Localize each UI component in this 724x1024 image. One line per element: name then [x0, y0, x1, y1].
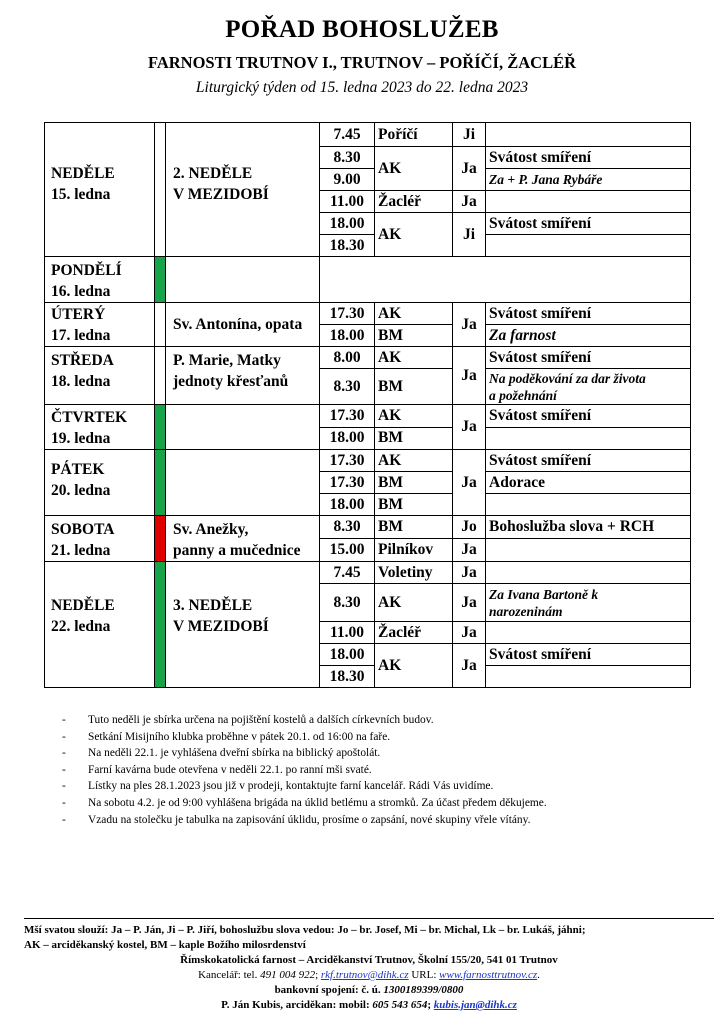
- place-cell: AK: [375, 644, 453, 688]
- time-cell: 18.00: [320, 644, 375, 666]
- feast-cell: [166, 257, 320, 303]
- feast-cell: 2. NEDĚLE V MEZIDOBÍ: [166, 123, 320, 257]
- liturgical-color-strip: [155, 405, 166, 450]
- table-row: [45, 123, 691, 147]
- liturgical-color-strip: [155, 562, 166, 688]
- day-cell: SOBOTA 21. ledna: [45, 516, 155, 562]
- intention-cell: Svátost smíření: [486, 644, 691, 666]
- day-cell: NEDĚLE 15. ledna: [45, 123, 155, 257]
- table-row: [45, 516, 691, 539]
- intention-cell: Svátost smíření: [486, 213, 691, 235]
- time-cell: 15.00: [320, 539, 375, 562]
- place-cell: AK: [375, 584, 453, 622]
- time-cell: 18.30: [320, 666, 375, 688]
- time-cell: 18.00: [320, 213, 375, 235]
- place-cell: AK: [375, 450, 453, 472]
- time-cell: 8.30: [320, 147, 375, 169]
- footer-legend-2: AK – arciděkanský kostel, BM – kaple Božího milosrdenství: [24, 939, 306, 951]
- empty-cell: [320, 257, 691, 303]
- time-cell: 11.00: [320, 622, 375, 644]
- day-cell: NEDĚLE 22. ledna: [45, 562, 155, 688]
- list-item: - Lístky na ples 28.1.2023 jsou již v prodeji, kontaktujte farní kancelář. Rádi Vás uvidíme.: [62, 778, 547, 795]
- place-cell: AK: [375, 347, 453, 369]
- place-cell: AK: [375, 213, 453, 257]
- liturgical-color-strip: [155, 257, 166, 303]
- priest-cell: Ja: [453, 539, 486, 562]
- footer-address: Římskokatolická farnost – Arciděkanství Trutnov, Školní 155/20, 541 01 Trutnov: [180, 954, 558, 966]
- list-item: - Setkání Misijního klubka proběhne v pátek 20.1. od 16:00 na faře.: [62, 729, 547, 746]
- intention-cell: [486, 494, 691, 516]
- intention-cell: [486, 235, 691, 257]
- place-cell: AK: [375, 147, 453, 191]
- announcements-list: [62, 712, 547, 828]
- priest-cell: Ja: [453, 450, 486, 516]
- intention-cell: [486, 427, 691, 450]
- priest-cell: Ja: [453, 347, 486, 405]
- place-cell: BM: [375, 472, 453, 494]
- place-cell: BM: [375, 325, 453, 347]
- day-cell: PÁTEK 20. ledna: [45, 450, 155, 516]
- place-cell: BM: [375, 427, 453, 450]
- priest-email-link[interactable]: kubis.jan@dihk.cz: [433, 999, 517, 1011]
- intention-cell: Svátost smíření: [486, 405, 691, 428]
- time-cell: 18.00: [320, 427, 375, 450]
- priest-cell: Ja: [453, 147, 486, 191]
- list-item: - Tuto neděli je sbírka určena na pojištění kostelů a dalších církevních budov.: [62, 712, 547, 729]
- intention-cell: [486, 666, 691, 688]
- time-cell: 7.45: [320, 123, 375, 147]
- intention-cell: Svátost smíření: [486, 303, 691, 325]
- place-cell: BM: [375, 369, 453, 405]
- liturgical-color-strip: [155, 516, 166, 562]
- list-item: - Na sobotu 4.2. je od 9:00 vyhlášena brigáda na úklid betlému a stromků. Za účast předem děkujeme.: [62, 795, 547, 812]
- place-cell: Žacléř: [375, 622, 453, 644]
- priest-cell: Ja: [453, 562, 486, 584]
- feast-cell: Sv. Anežky, panny a mučednice: [166, 516, 320, 562]
- website-link[interactable]: www.farnosttrutnov.cz: [439, 969, 538, 981]
- table-row: [45, 450, 691, 472]
- place-cell: BM: [375, 494, 453, 516]
- time-cell: 7.45: [320, 562, 375, 584]
- week-range: Liturgický týden od 15. ledna 2023 do 22. ledna 2023: [195, 79, 529, 96]
- day-cell: ČTVRTEK 19. ledna: [45, 405, 155, 450]
- time-cell: 17.30: [320, 450, 375, 472]
- intention-cell: Na poděkování za dar života a požehnání: [486, 369, 691, 405]
- time-cell: 17.30: [320, 472, 375, 494]
- email-link[interactable]: rkf.trutnov@dihk.cz: [320, 969, 409, 981]
- intention-cell: [486, 123, 691, 147]
- time-cell: 11.00: [320, 191, 375, 213]
- liturgical-color-strip: [155, 450, 166, 516]
- feast-cell: [166, 450, 320, 516]
- intention-cell: [486, 191, 691, 213]
- time-cell: 18.30: [320, 235, 375, 257]
- time-cell: 8.30: [320, 584, 375, 622]
- phone: 491 004 922: [260, 969, 316, 981]
- priest-cell: Ja: [453, 584, 486, 622]
- priest-cell: Ja: [453, 644, 486, 688]
- parish-subtitle: FARNOSTI TRUTNOV I., TRUTNOV – POŘÍČÍ, ŽACLÉŘ: [147, 53, 576, 72]
- time-cell: 17.30: [320, 303, 375, 325]
- intention-cell: Svátost smíření: [486, 450, 691, 472]
- feast-cell: P. Marie, Matky jednoty křesťanů: [166, 347, 320, 405]
- table-row: [45, 257, 691, 303]
- time-cell: 8.30: [320, 516, 375, 539]
- table-row: [45, 405, 691, 428]
- place-cell: AK: [375, 303, 453, 325]
- priest-cell: Ja: [453, 303, 486, 347]
- time-cell: 8.30: [320, 369, 375, 405]
- day-cell: STŘEDA 18. ledna: [45, 347, 155, 405]
- intention-cell: Adorace: [486, 472, 691, 494]
- liturgical-color-strip: [155, 303, 166, 347]
- footer-priest: P. Ján Kubis, arciděkan: mobil: 605 543 654; kubis.jan@dihk.cz: [221, 999, 517, 1011]
- time-cell: 18.00: [320, 494, 375, 516]
- table-row: [45, 562, 691, 584]
- priest-cell: Ji: [453, 213, 486, 257]
- time-cell: 9.00: [320, 169, 375, 191]
- page-title: POŘAD BOHOSLUŽEB: [225, 16, 499, 43]
- intention-cell: [486, 622, 691, 644]
- priest-cell: Ja: [453, 191, 486, 213]
- intention-cell: [486, 562, 691, 584]
- priest-cell: Ji: [453, 123, 486, 147]
- list-item: - Vzadu na stolečku je tabulka na zapisování úklidu, prosíme o zapsání, nové skupiny vřele vítány.: [62, 812, 547, 829]
- list-item: - Farní kavárna bude otevřena v neděli 22.1. po ranní mši svaté.: [62, 762, 547, 779]
- place-cell: Pilníkov: [375, 539, 453, 562]
- feast-cell: Sv. Antonína, opata: [166, 303, 320, 347]
- footer-divider: [24, 918, 714, 919]
- intention-cell: Za farnost: [486, 325, 691, 347]
- liturgical-color-strip: [155, 123, 166, 257]
- list-item: - Na neděli 22.1. je vyhlášena dveřní sbírka na biblický apoštolát.: [62, 745, 547, 762]
- intention-cell: Bohoslužba slova + RCH: [486, 516, 691, 539]
- intention-cell: Svátost smíření: [486, 347, 691, 369]
- time-cell: 17.30: [320, 405, 375, 428]
- footer-bank: bankovní spojení: č. ú. 1300189399/0800: [274, 984, 464, 996]
- footer-contacts: Kancelář: tel. 491 004 922; rkf.trutnov@dihk.cz URL: www.farnosttrutnov.cz.: [198, 969, 540, 981]
- priest-cell: Ja: [453, 405, 486, 450]
- place-cell: Žacléř: [375, 191, 453, 213]
- intention-cell: [486, 539, 691, 562]
- place-cell: AK: [375, 405, 453, 428]
- intention-cell: Svátost smíření: [486, 147, 691, 169]
- liturgical-color-strip: [155, 347, 166, 405]
- day-cell: ÚTERÝ 17. ledna: [45, 303, 155, 347]
- time-cell: 8.00: [320, 347, 375, 369]
- priest-cell: Ja: [453, 622, 486, 644]
- feast-cell: 3. NEDĚLE V MEZIDOBÍ: [166, 562, 320, 688]
- intention-cell: Za Ivana Bartoně k narozeninám: [486, 584, 691, 622]
- time-cell: 18.00: [320, 325, 375, 347]
- footer-legend-1: Mší svatou slouží: Ja – P. Ján, Ji – P. Jiří, bohoslužbu slova vedou: Jo – br. Josef, Mi – br. Michal, Lk – br. Lukáš, jáhni;: [24, 924, 586, 936]
- intention-cell: Za + P. Jana Rybáře: [486, 169, 691, 191]
- table-row: [45, 347, 691, 369]
- place-cell: BM: [375, 516, 453, 539]
- feast-cell: [166, 405, 320, 450]
- day-cell: PONDĚLÍ 16. ledna: [45, 257, 155, 303]
- place-cell: Poříčí: [375, 123, 453, 147]
- schedule-table: [44, 122, 691, 688]
- table-row: [45, 303, 691, 325]
- priest-cell: Jo: [453, 516, 486, 539]
- place-cell: Voletiny: [375, 562, 453, 584]
- footer: [24, 923, 714, 1013]
